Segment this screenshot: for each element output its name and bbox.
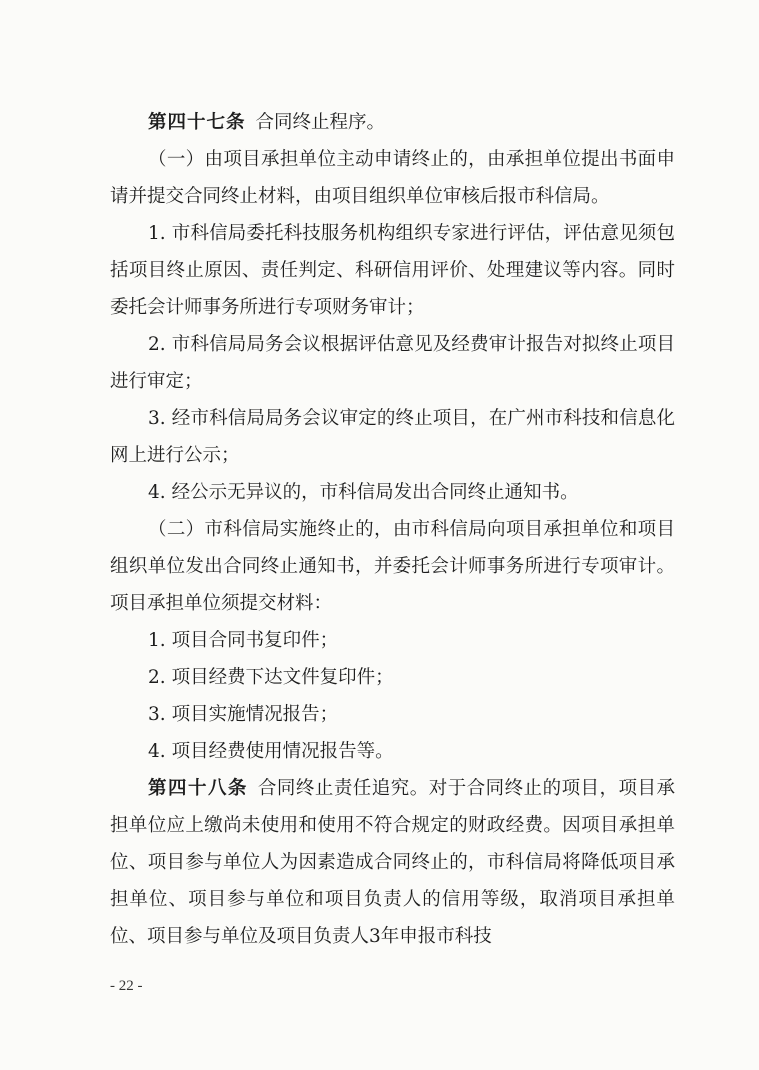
article-48-text: 合同终止责任追究。对于合同终止的项目，项目承担单位应上缴尚未使用和使用不符合规定的财政经费。因项目承担单位、项目参与单位人为因素造成合同终止的，市科信局将降低项目承担单位、项目参与单位和项目负责人的信用等级，取消项目承担单位、项目参与单位及项目负责人3年申报市科技	[110, 778, 675, 947]
list-item: 2. 市科信局局务会议根据评估意见及经费审计报告对拟终止项目进行审定；	[110, 334, 675, 392]
list-item: 1. 项目合同书复印件；	[148, 630, 339, 651]
section-1-paragraph: （一）由项目承担单位主动申请终止的，由承担单位提出书面申请并提交合同终止材料，由项目组织单位审核后报市科信局。	[110, 149, 675, 207]
page-body	[110, 104, 675, 955]
list-item: 2. 项目经费下达文件复印件；	[148, 667, 394, 688]
list-item: 3. 经市科信局局务会议审定的终止项目，在广州市科技和信息化网上进行公示；	[110, 408, 675, 466]
article-47-number: 第四十七条	[148, 112, 246, 133]
list-item: 4. 经公示无异议的，市科信局发出合同终止通知书。	[148, 482, 579, 503]
article-48-paragraph	[110, 770, 675, 955]
article-48-number: 第四十八条	[148, 778, 248, 799]
list-item: 1. 市科信局委托科技服务机构组织专家进行评估，评估意见须包括项目终止原因、责任判定、科研信用评价、处理建议等内容。同时委托会计师事务所进行专项财务审计；	[110, 223, 675, 318]
page-number: - 22 -	[110, 978, 143, 994]
section-2-paragraph: （二）市科信局实施终止的，由市科信局向项目承担单位和项目组织单位发出合同终止通知书，并委托会计师事务所进行专项审计。项目承担单位须提交材料：	[110, 519, 675, 614]
article-47-title: 合同终止程序。	[255, 112, 386, 133]
list-item: 4. 项目经费使用情况报告等。	[148, 741, 394, 762]
article-47-heading	[110, 104, 675, 141]
list-item: 3. 项目实施情况报告；	[148, 704, 339, 725]
